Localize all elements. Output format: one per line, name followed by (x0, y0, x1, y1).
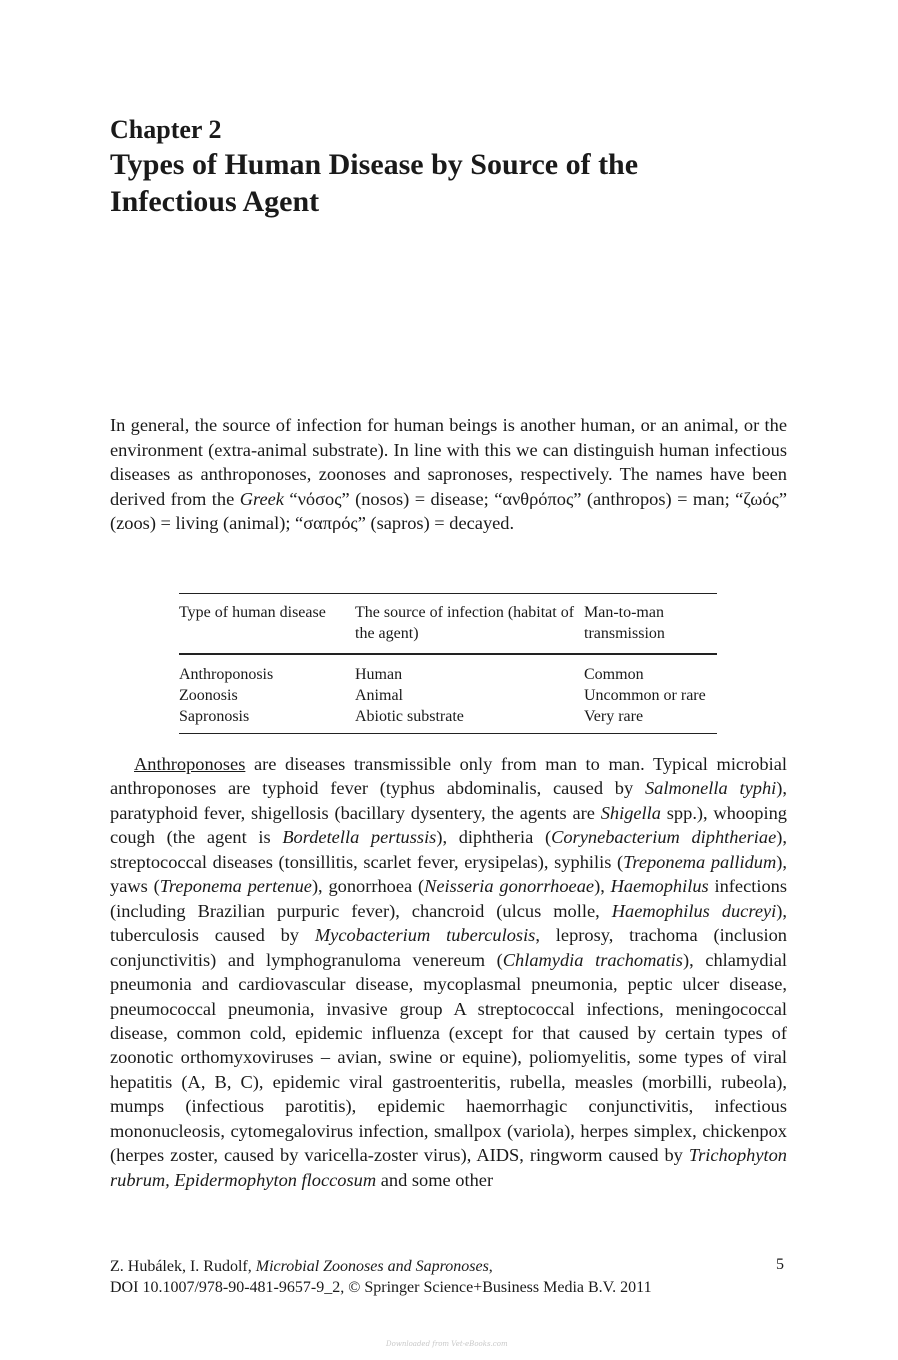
body-text: are diseases transmissible only from man to man. Typical microbial anthroponoses are typhoid fever (typhus abdominalis, caused by (110, 754, 787, 799)
table-cell: Animal (355, 687, 403, 704)
species-name: Haemophilus ducreyi (611, 900, 777, 921)
body-paragraph (110, 752, 787, 1192)
species-name: Neisseria gonorrhoeae (424, 876, 595, 897)
table-cell: Common (584, 666, 644, 683)
species-name: Treponema pertenue (159, 876, 312, 897)
table-cell: Anthroponosis (179, 666, 274, 683)
body-text: ), streptococcal diseases (tonsillitis, scarlet fever, erysipelas), syphilis ( (110, 827, 787, 872)
table-header-row (179, 594, 717, 655)
table-cell: Abiotic substrate (355, 706, 584, 734)
table-cell: Very rare (584, 706, 717, 734)
table-row (179, 706, 717, 734)
footer-doi: DOI 10.1007/978-90-481-9657-9_2, © Springer Science+Business Media B.V. 2011 (110, 1279, 652, 1296)
footer-citation (110, 1256, 652, 1298)
footer-line-1 (110, 1256, 652, 1277)
footer-comma: , (488, 1258, 493, 1275)
body-text: ), yaws ( (110, 851, 787, 897)
species-name: Trichophyton rubrum, Epidermophyton floccosum (110, 1145, 787, 1190)
body-text: ), paratyphoid fever, shigellosis (bacillary dysentery, the agents are (110, 778, 788, 823)
table-row (179, 685, 717, 706)
species-name: Salmonella typhi (644, 778, 777, 799)
intro-paragraph (110, 413, 787, 536)
species-name: Haemophilus (610, 876, 709, 897)
body-text: infections (including Brazilian purpuric fever), chancroid (ulcus molle, (110, 876, 788, 921)
table-header-cell: Man-to-man transmission (584, 594, 717, 655)
disease-type-table (179, 593, 717, 734)
species-name: Bordetella pertussis (282, 827, 437, 848)
intro-text-2: “νόσος” (nosos) = disease; “ανθρόπος” (anthropos) = man; “ζωός” (zoos) = living (animal); “σαπρός” (sapros) = decayed. (110, 488, 787, 533)
species-name: Mycobacterium tuberculosis (314, 925, 536, 946)
species-name: Treponema pallidum (623, 851, 777, 872)
chapter-label: Chapter 2 (110, 115, 222, 144)
footer-authors: Z. Hubálek, I. Rudolf, (110, 1258, 256, 1275)
table-cell: Uncommon or rare (584, 687, 706, 704)
body-text: ), chlamydial pneumonia and cardiovascular disease, mycoplasmal pneumonia, peptic ulcer disease, pneumococcal pneumonia, invasive group A streptococcal infections, meningococcal disease, common cold, epidemic influenza (except for that caused by certain types of zoonotic orthomyxoviruses – avian, swine or equine), poliomyelitis, some types of viral hepatitis (A, B, C), epidemic viral gastroenteritis, rubella, measles (morbilli, rubeola), mumps (infectious parotitis), epidemic haemorrhagic conjunctivitis, infectious mononucleosis, cytomegalovirus infection, smallpox (variola), herpes simplex, chickenpox (herpes zoster, caused by varicella-zoster virus), AIDS, ringworm caused by (110, 949, 788, 1166)
species-name: Corynebacterium diphtheriae (551, 827, 777, 848)
intro-greek-word: Greek (239, 488, 284, 509)
body-text: ), gonorrhoea ( (311, 876, 425, 897)
term-anthroponoses: Anthroponoses (134, 754, 246, 774)
footer-book-title: Microbial Zoonoses and Sapronoses (255, 1258, 489, 1275)
chapter-title: Types of Human Disease by Source of the Infectious Agent (110, 148, 639, 218)
table-cell: Zoonosis (179, 687, 238, 704)
table-cell: Human (355, 666, 403, 683)
table-header-cell: The source of infection (habitat of the agent) (355, 594, 584, 655)
body-text: ), (594, 876, 611, 897)
table-row (179, 654, 717, 685)
body-text: spp.), whooping cough (the agent is (110, 802, 787, 848)
body-text: ), diphtheria ( (436, 827, 552, 848)
body-text: and some other (376, 1169, 494, 1190)
intro-text-1: In general, the source of infection for human beings is another human, or an animal, or the environment (extra-animal substrate). In line with this we can distinguish human infectious diseases as anthroponoses, zoonoses and sapronoses, respectively. The names have been derived from the (110, 415, 787, 509)
body-text: ), tuberculosis caused by (110, 900, 787, 946)
table-header-cell: Type of human disease (179, 594, 355, 655)
table-cell: Sapronosis (179, 706, 355, 734)
page-number: 5 (776, 1256, 784, 1273)
watermark: Downloaded from Vet-eBooks.com (386, 1340, 508, 1348)
species-name: Chlamydia trachomatis (502, 949, 683, 970)
body-text: , leprosy, trachoma (inclusion conjunctivitis) and lymphogranuloma venereum ( (110, 925, 788, 970)
species-name: Shigella (600, 802, 661, 823)
